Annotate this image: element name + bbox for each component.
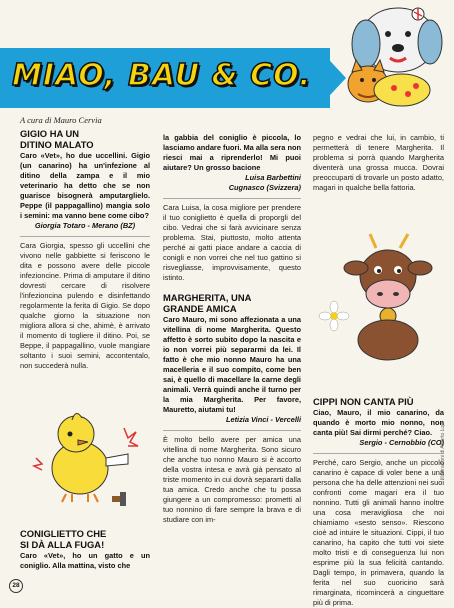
letter-question: Caro «Vet», ho due uccellini. Gigio (un canarino) ha un'infezione al ditino della zampa e il mio veterinario ha detto che se non guarisce bisognerà amputarglielo. Peppe (il pappagallino) mangia solo i semini: ma vanno bene come cibo? [20, 151, 150, 220]
column-3-lower [313, 396, 444, 608]
letter-heading: CIPPI NON CANTA PIÙ [313, 396, 414, 407]
divider [163, 430, 301, 431]
letter-question: Ciao, Mauro, il mio canarino, da quando è morto mio nonno, non canta più! Sai dirmi perché? Ciao. [313, 408, 444, 437]
illustration-credit: Illustrazioni di Alberto Lupi [440, 421, 446, 480]
page-number: 28 [9, 579, 23, 593]
cow-illustration [318, 232, 440, 362]
column-1-lower [20, 528, 150, 571]
letter-signature: Giorgia Totaro - Merano (BZ) [34, 221, 136, 230]
letter-answer: È molto bello avere per amica una vitellina di nome Margherita. Sono sicuro che anche tuo nonno Mauro si è accorto della vostra intesa e avrà già pensato al triste momento in cui dovrà separarti dalla tua amica. Credo anche che tu possa giungere a un compromesso: prometti al tuo nonnino di fare sempre la brava e di studiare con im- [163, 435, 301, 524]
letter-signature: Letizia Vinci - Vercelli [225, 415, 301, 424]
page-title: MIAO, BAU & CO. [12, 58, 312, 93]
column-3 [313, 133, 444, 193]
heading-line: SI DÀ ALLA FUGA! [20, 539, 105, 550]
letter-heading [20, 128, 150, 150]
byline: A cura di Mauro Cervia [20, 115, 102, 125]
letter-answer-continued: pegno e vedrai che lui, in cambio, ti permetterà di tenere Margherita. Il problema si porrà quando Margherita diventerà una grossa mucca. Dovrai preoccuparti di trovarle un posto adatto, magari in qualche bella fattoria. [313, 133, 444, 192]
letter-answer: Cara Giorgia, spesso gli uccellini che vivono nelle gabbiette si feriscono le dita e possono avere delle piccole infezioncine. Prima di amputare il ditino dovresti cercare di risolvere l'infezioncina pulendo e disinfettando regolarmente la ferita di Gigio. Se dopo qualche giorno la situazione non migliora allora si che, ahimè, è arrivato il momento di togliere il ditino. Poi, se Beppe, il pappagallino, vuole mangiare soltanto i suoi semini, accontentalo, non succederà nulla. [20, 241, 150, 370]
heading-line: GRANDE AMICA [163, 303, 237, 314]
chick-illustration [28, 398, 140, 508]
letter-question-continued: la gabbia del coniglio è piccola, lo lasciamo andare fuori. Ma alla sera non riesci mai a riprenderlo! Mi puoi aiutare? Un grosso bacione [163, 133, 302, 172]
heading-line: GIGIO HA UN [20, 128, 80, 139]
heading-line: DITINO MALATO [20, 139, 94, 150]
heading-line: MARGHERITA, UNA [163, 292, 252, 303]
letter-question: Caro Mauro, mi sono affezionata a una vitellina di nome Margherita. Questo affetto è sorto subito dopo la nascita e io non vorrei più separarmi da lei. Il fatto è che mio nonno Mauro ha una macelleria e il suo compito, come ben sai, è quello di macellare la carne degli animali. Verrà quindi anche il turno per la mia Margherita. Per favore, Mauretto, aiutami tu! [163, 315, 301, 414]
divider [20, 236, 150, 237]
column-2 [163, 133, 301, 525]
divider [163, 198, 301, 199]
letter-signature: Luisa Barbettini [245, 173, 301, 182]
letter-answer: Cara Luisa, la cosa migliore per prendere il tuo coniglietto è quella di proporgli del cibo. Vedrai che si farà avvicinare senza problema. Stai, piuttosto, molto attenta perché ai gatti piace andare a caccia di conigli e non vorrei che nel tuo gattino si risvegliasse, improvvisamente, questo istinto. [163, 203, 301, 282]
letter-question: Caro «Vet», ho un gatto e un coniglio. Alla mattina, visto che [20, 551, 150, 570]
divider [313, 453, 444, 454]
letter-answer: Perché, caro Sergio, anche un piccolo canarino è capace di voler bene a una persona che ha delle attenzioni nei suoi confronti come magari era il tuo nonnino. Tutti gli animali hanno inoltre una cosa meravigliosa che noi chiamiamo «sesto senso». Riescono cioè ad intuire le situazioni. Cippi, il tuo canarino, ha capito che tutti voi siete molto tristi e di conseguenza lui non esprime più la sua felicità cantando. Dagli tempo, in primavera, quando la ferita nel suo cuoricino sarà rimarginata, ricomincerà a cinguettare più di prima. [313, 458, 444, 607]
dog-and-cat-illustration [318, 2, 454, 110]
letter-heading [163, 292, 301, 314]
column-1 [20, 128, 150, 371]
heading-line: CONIGLIETTO CHE [20, 528, 107, 539]
letter-heading [20, 528, 150, 550]
letter-signature-place: Cugnasco (Svizzera) [228, 183, 301, 192]
letter-signature: Sergio - Cernobbio (CO) [359, 438, 444, 447]
